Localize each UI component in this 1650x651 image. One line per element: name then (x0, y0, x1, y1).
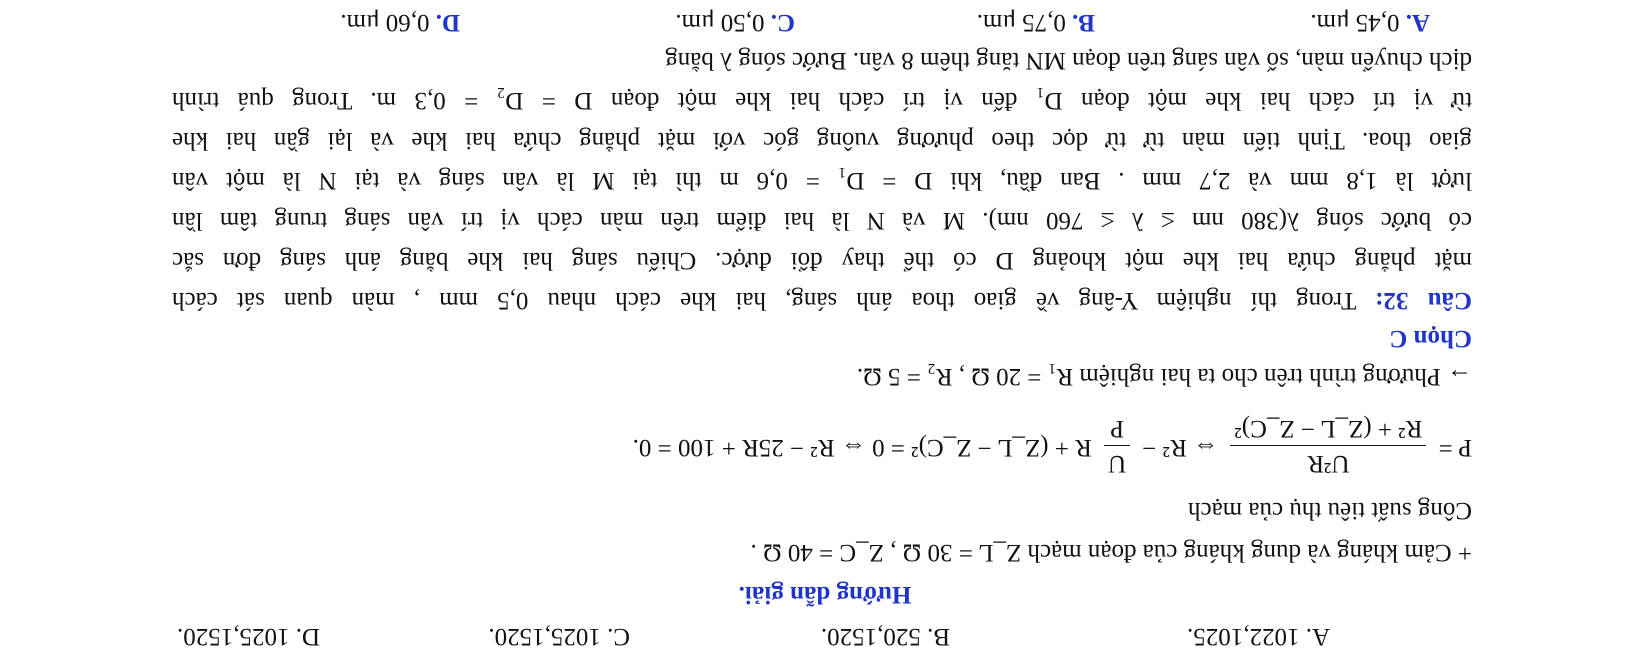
option-b (977, 7, 1095, 37)
option-b-text: 0,75 μm. (976, 9, 1073, 36)
eq-tail: R + (Z_L − Z_C)² = 0 ⇔ R² − 25R + 100 = 0. (632, 434, 1092, 461)
question-label: Câu 32: (1375, 287, 1472, 314)
fraction-u: U (1104, 445, 1130, 480)
question-line-3: có bước sóng λ(380 nm ≤ λ ≤ 760 nm). M và N là hai điểm trên màn cách vị trí vân sáng trung tâm lần (172, 207, 1472, 234)
fraction-power (1230, 411, 1426, 480)
question-text-1: Trong thí nghiệm Y-âng về giao thoa ánh sáng, hai khe cách nhau 0,5 mm , màn quan sát cách (172, 287, 1357, 314)
question-line-5: giao thoa. Tịnh tiến màn từ từ dọc theo phương vuông góc với mặt phẳng chứa hai khe và lại gần hai khe (172, 127, 1472, 154)
power-intro-line: Công suất tiêu thụ của mạch (1188, 497, 1472, 524)
option-c-label: C. (770, 9, 795, 36)
prev-option-c: C. 1025,1520. (488, 623, 630, 650)
answer-prev: Chọn C (1389, 325, 1472, 352)
option-a-text: 0,45 μm. (1310, 9, 1406, 36)
option-a-label: A. (1405, 9, 1430, 36)
prev-option-a: A. 1022,1025. (1186, 623, 1330, 650)
prev-option-b: B. 520,1520. (820, 623, 950, 650)
power-equation (172, 399, 1472, 495)
fraction-u-over-p (1104, 411, 1130, 480)
eq-middle: ⇔ R² − (1142, 434, 1219, 461)
fraction-power-denominator: R² + (Z_L − Z_C)² (1234, 415, 1423, 443)
question-line-2: mặt phẳng chứa hai khe một khoảng D có thể thay đổi được. Chiếu sáng hai khe bằng ánh sáng đơn sắc (172, 247, 1472, 274)
option-d (340, 7, 460, 37)
option-b-label: B. (1072, 9, 1095, 36)
option-d-text: 0,60 μm. (340, 9, 436, 36)
fraction-p: P (1110, 415, 1124, 443)
question-line-1 (172, 285, 1472, 315)
question-line-7: dịch chuyển màn, số vân sáng trên đoạn MN tăng thêm 8 vân. Bước sóng λ bằng (665, 47, 1472, 74)
guide-heading: Hướng dẫn giải. (738, 581, 912, 608)
prev-option-d: D. 1025,1520. (176, 623, 320, 650)
option-d-label: D. (435, 9, 460, 36)
solutions-line: → Phương trình trên cho ta hai nghiệm R₁ = 20 Ω , R₂ = 5 Ω. (856, 363, 1472, 390)
option-c (675, 7, 795, 37)
question-line-6: từ vị trí cách hai khe một đoạn D₁ đến vị trí cách hai khe một đoạn D = D₂ = 0,3 m. Trong quá trình (172, 87, 1472, 114)
eq-lhs: P = (1438, 434, 1472, 461)
option-a (1310, 7, 1430, 37)
reactance-line: + Cảm kháng và dung kháng của đoạn mạch Z_L = 30 Ω , Z_C = 40 Ω . (750, 539, 1472, 566)
fraction-power-numerator: U²R (1230, 445, 1426, 480)
question-line-4: lượt là 1,8 mm và 2,7 mm . Ban đầu, khi D = D₁ = 0,6 m thì tại M là vân sáng và tại N là một vân (172, 167, 1472, 194)
option-c-text: 0,50 μm. (675, 9, 771, 36)
